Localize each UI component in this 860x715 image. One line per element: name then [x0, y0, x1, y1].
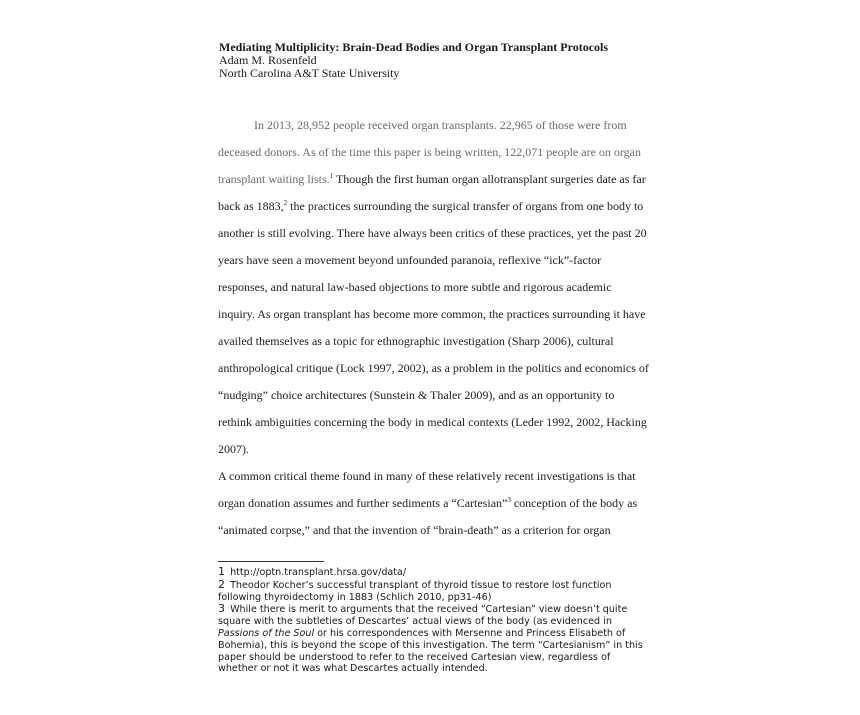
footnote-number: 3 [218, 602, 225, 616]
footnote-citation-title: Passions of the Soul [218, 627, 315, 639]
body-line: anthropological critique (Lock 1997, 2002), as a problem in the politics and economics of [218, 361, 649, 375]
body-line: responses, and natural law-based objections to more subtle and rigorous academic [218, 280, 612, 294]
footnote-text: or his correspondences with Mersenne and Princess Elisabeth of Bohemia), this is beyond the scope of this investigation. The term “Cartesianism” in this paper should be understood to refer to the received Cartesian view, regardless of whether or not it was what Descartes actually intended. [218, 627, 643, 675]
body-line: availed themselves as a topic for ethnographic investigation (Sharp 2006), cultural [218, 334, 614, 348]
author-affiliation: North Carolina A&T State University [219, 66, 400, 80]
body-line: back as 1883,$^2$ the practices surrounding the surgical transfer of organs from one body to [218, 199, 644, 213]
footnote-item [218, 603, 648, 675]
body-line: 2007). [218, 442, 249, 456]
footnote-item [218, 566, 648, 579]
body-line: years have seen a movement beyond unfounded paranoia, reflexive “ick”-factor [218, 253, 602, 267]
footnote-divider [218, 561, 324, 562]
footnote-text: http://optn.transplant.hrsa.gov/data/ [230, 567, 407, 578]
footnote-ref: 3 [507, 496, 511, 504]
footnote-item [218, 579, 648, 604]
body-line: organ donation assumes and further sediments a “Cartesian”$^3$ conception of the body as [218, 496, 638, 510]
footnote-ref: 1 [329, 172, 334, 180]
paper-title: Mediating Multiplicity: Brain-Dead Bodies and Organ Transplant Protocols [219, 40, 609, 54]
footnote-text: While there is merit to arguments that the received “Cartesian” view doesn’t quite square with the subtleties of Descartes’ actual views of the body (as evidenced in [218, 604, 628, 628]
body-line: A common critical theme found in many of these relatively recent investigations is that [218, 469, 636, 483]
body-line: inquiry. As organ transplant has become more common, the practices surrounding it have [218, 307, 646, 321]
body-line: deceased donors. As of the time this paper is being written, 122,071 people are on organ [218, 145, 642, 159]
body-line: transplant waiting lists.$^1$ Though the first human organ allotransplant surgeries date as far [218, 172, 646, 186]
paper-header [219, 41, 659, 80]
footnote-number: 2 [218, 577, 225, 591]
body-line: In 2013, 28,952 people received organ transplants. 22,965 of those were from [254, 118, 627, 132]
footnote-text: Theodor Kocher’s successful transplant of thyroid tissue to restore lost function following thyroidectomy in 1883 (Schlich 2010, pp31-46) [218, 579, 612, 603]
footnote-number: 1 [218, 565, 225, 578]
body-line: “nudging” choice architectures (Sunstein & Thaler 2009), and as an opportunity to [218, 388, 615, 402]
author-name: Adam M. Rosenfeld [219, 53, 317, 67]
body-line: “animated corpse,” and that the invention of “brain-death” as a criterion for organ [218, 523, 611, 537]
body-line: another is still evolving. There have always been critics of these practices, yet the past 20 [218, 226, 647, 240]
body-line: rethink ambiguities concerning the body in medical contexts (Leder 1992, 2002, Hacking [218, 415, 647, 429]
footnote-ref: 2 [283, 199, 288, 207]
footnotes [218, 566, 648, 675]
